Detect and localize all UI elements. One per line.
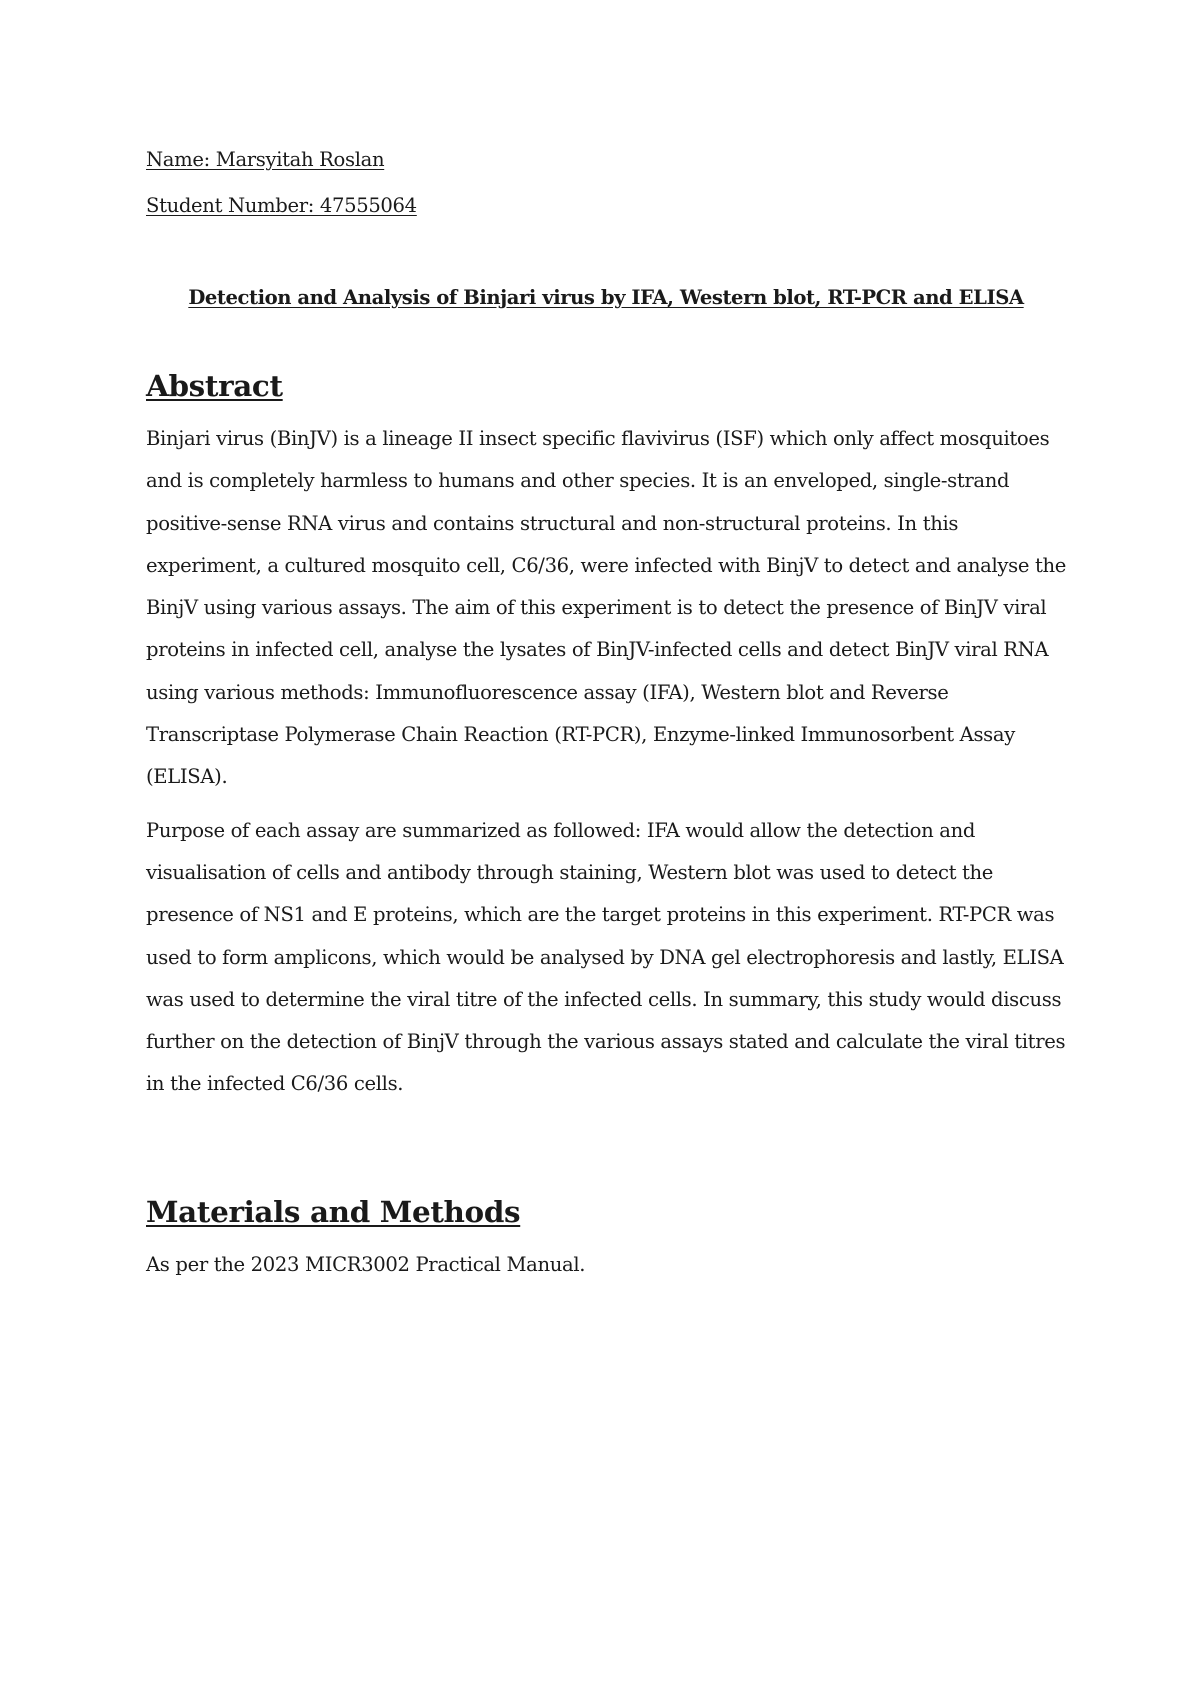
materials-methods-text: As per the 2023 MICR3002 Practical Manual. [146, 1252, 586, 1276]
document-title: Detection and Analysis of Binjari virus by IFA, Western blot, RT-PCR and ELISA [188, 286, 1024, 309]
abstract-paragraph-2: Purpose of each assay are summarized as followed: IFA would allow the detection and visualisation of cells and antibody through staining, Western blot was used to detect the presence of NS1 and E proteins, which are the target proteins in this experiment. RT-PCR was used to form amplicons, which would be analysed by DNA gel electrophoresis and lastly, ELISA was used to determine the viral titre of the infected cells. In summary, this study would discuss further on the detection of BinjV through the various assays stated and calculate the viral titres in the infected C6/36 cells. [146, 818, 1066, 1096]
document-body [146, 146, 1066, 1286]
abstract-heading: Abstract [146, 368, 283, 403]
student-name: Name: Marsyitah Roslan [146, 148, 385, 171]
materials-methods-heading: Materials and Methods [146, 1193, 521, 1229]
abstract-paragraph-1: Binjari virus (BinJV) is a lineage II insect specific flavivirus (ISF) which only affect mosquitoes and is completely harmless to humans and other species. It is an enveloped, single-strand positive-sense RNA virus and contains structural and non-structural proteins. In this experiment, a cultured mosquito cell, C6/36, were infected with BinjV to detect and analyse the BinjV using various assays. The aim of this experiment is to detect the presence of BinJV viral proteins in infected cell, analyse the lysates of BinJV-infected cells and detect BinJV viral RNA using various methods: Immunofluorescence assay (IFA), Western blot and Reverse Transcriptase Polymerase Chain Reaction (RT-PCR), Enzyme-linked Immunosorbent Assay (ELISA). [146, 427, 1066, 789]
student-number: Student Number: 47555064 [146, 194, 417, 217]
